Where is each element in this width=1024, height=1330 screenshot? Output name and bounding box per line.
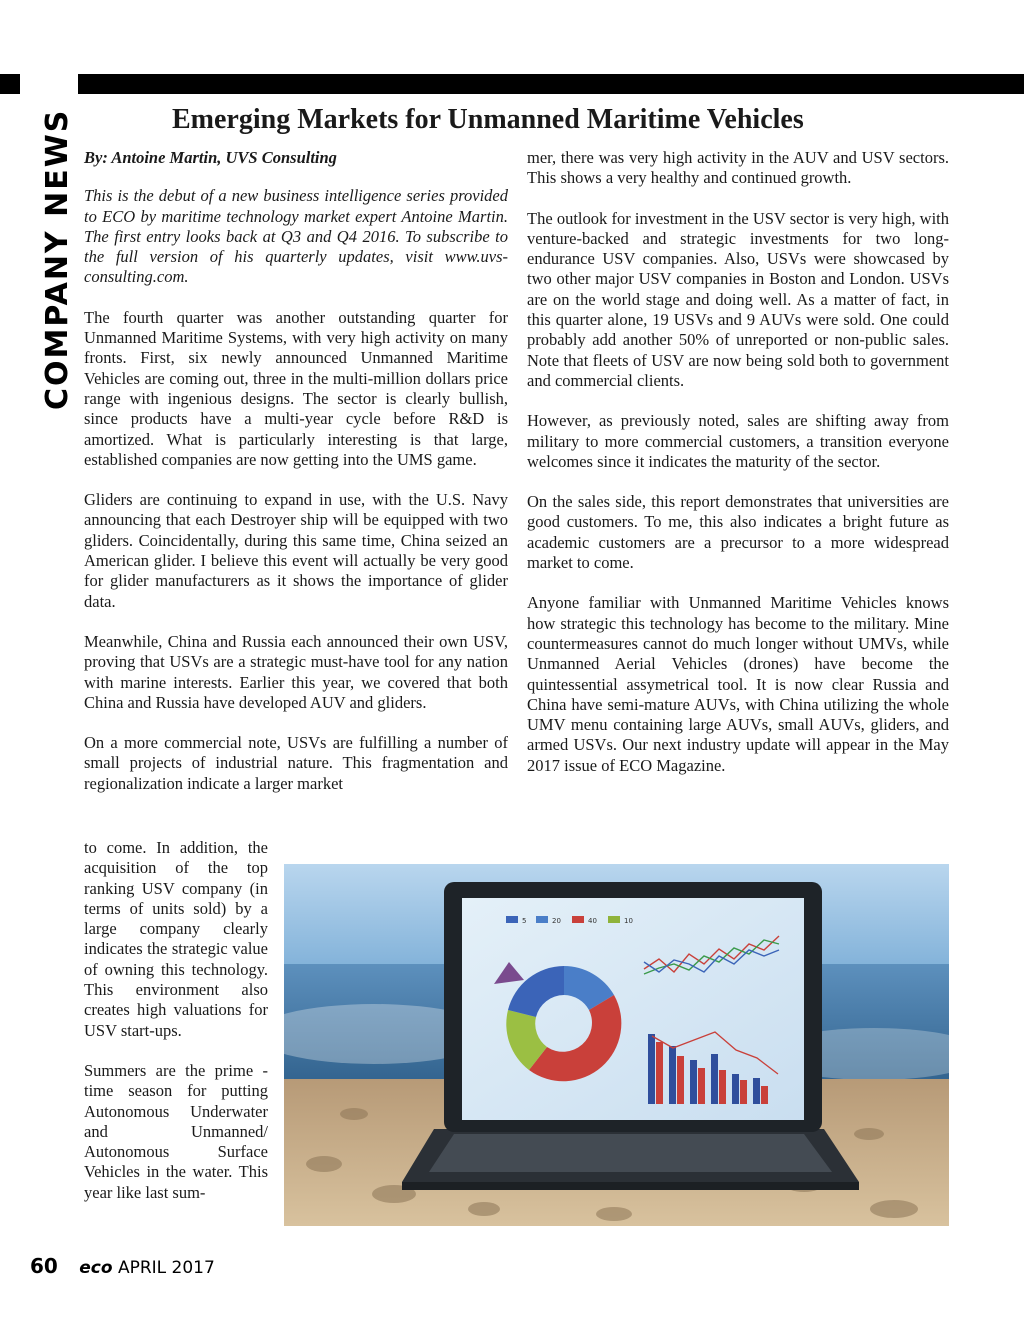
body-paragraph: Gliders are continuing to expand in use, with the U.S. Navy announcing that each Destroyer ship will be equipped with two gliders. Coincidentally, during this same time, China seized an American glider. I believe this event will actually be very good for glider manufacturers as it shows the importance of glider data. bbox=[84, 490, 508, 611]
body-paragraph: The fourth quarter was another outstanding quarter for Unmanned Maritime Systems, with very high activity on many fronts. First, six newly announced Unmanned Maritime Vehicles are coming out, three in the multi-million dollars price range with ingenious designs. The sector is clearly bullish, since products have a multi-year cycle before R&D is amortized. What is particularly interesting is that large, established companies are now getting into the UMS game. bbox=[84, 307, 508, 469]
left-column bbox=[84, 148, 508, 794]
body-paragraph: Summers are the prime -time season for putting Autonomous Underwater and Unmanned/ Autonomous Surface Vehicles in the water. This year like last sum- bbox=[84, 1060, 268, 1202]
legend-label: 5 bbox=[522, 917, 527, 925]
issue-date: APRIL 2017 bbox=[117, 1258, 215, 1278]
byline: By: Antoine Martin, UVS Consulting bbox=[84, 148, 337, 167]
body-paragraph: On a more commercial note, USVs are fulfilling a number of small projects of industrial nature. This fragmentation and regionalization indicate a larger market bbox=[84, 733, 508, 793]
magazine-brand: eco bbox=[79, 1258, 113, 1278]
laptop-photo-illustration bbox=[284, 864, 949, 1226]
body-paragraph: The outlook for investment in the USV sector is very high, with venture-backed and strategic investments for two long-endurance USV companies. Also, USVs were showcased by two other major USV companies in Boston and London. USVs are on the world stage and doing well. As a matter of fact, in this quarter alone, 19 USVs and 9 AUVs were sold. One could probably add another 50% of unreported or non-public sales. Note that fleets of USV are now being sold both to government and commercial clients. bbox=[527, 208, 949, 390]
header-rule-mark bbox=[0, 74, 20, 94]
section-label: COMPANY NEWS bbox=[40, 108, 75, 410]
page-footer bbox=[30, 1254, 215, 1278]
right-column bbox=[527, 148, 949, 796]
body-paragraph: Anyone familiar with Unmanned Maritime Vehicles knows how strategic this technology has become to the military. Mine countermeasures cannot do much longer without UMVs, while Unmanned Aerial Vehicles (drones) have become the quintessential assymetrical tool. It is now clear Russia and China have semi-mature AUVs, with China utilizing the whole UMV menu containing large AUVs, small AUVs, gliders, and armed USVs. Our next industry update will appear in the May 2017 issue of ECO Magazine. bbox=[527, 593, 949, 775]
laptop-beach-photo bbox=[284, 864, 949, 1226]
left-narrow-column bbox=[84, 838, 268, 1223]
body-paragraph: Meanwhile, China and Russia each announced their own USV, proving that USVs are a strategic must-have tool for any nation with marine interests. Earlier this year, we covered that both China and Russia have developed AUV and gliders. bbox=[84, 631, 508, 712]
page-number: 60 bbox=[30, 1254, 58, 1278]
body-paragraph: to come. In addition, the acquisition of the top ranking USV company (in terms of units sold) by a large company clearly indicates the strategic value of owning this technology. This environment also creates high valuations for USV start-ups. bbox=[84, 838, 268, 1040]
legend-label: 10 bbox=[624, 917, 633, 925]
body-paragraph: On the sales side, this report demonstrates that universities are good customers. To me, this also indicates a bright future as academic customers are a precursor to a more widespread market to come. bbox=[527, 492, 949, 573]
body-paragraph: However, as previously noted, sales are shifting away from military to more commercial customers, a transition everyone welcomes since it indicates the maturity of the sector. bbox=[527, 411, 949, 471]
intro-paragraph: This is the debut of a new business intelligence series provided to ECO by maritime technology market expert Antoine Martin. The first entry looks back at Q3 and Q4 2016. To subscribe to the full version of his quarterly updates, visit www.uvs-consulting.com. bbox=[84, 186, 508, 287]
article-title: Emerging Markets for Unmanned Maritime Vehicles bbox=[172, 104, 804, 135]
header-rule bbox=[78, 74, 1024, 94]
legend-label: 40 bbox=[588, 917, 597, 925]
legend-label: 20 bbox=[552, 917, 561, 925]
body-paragraph: mer, there was very high activity in the AUV and USV sectors. This shows a very healthy and continued growth. bbox=[527, 148, 949, 188]
